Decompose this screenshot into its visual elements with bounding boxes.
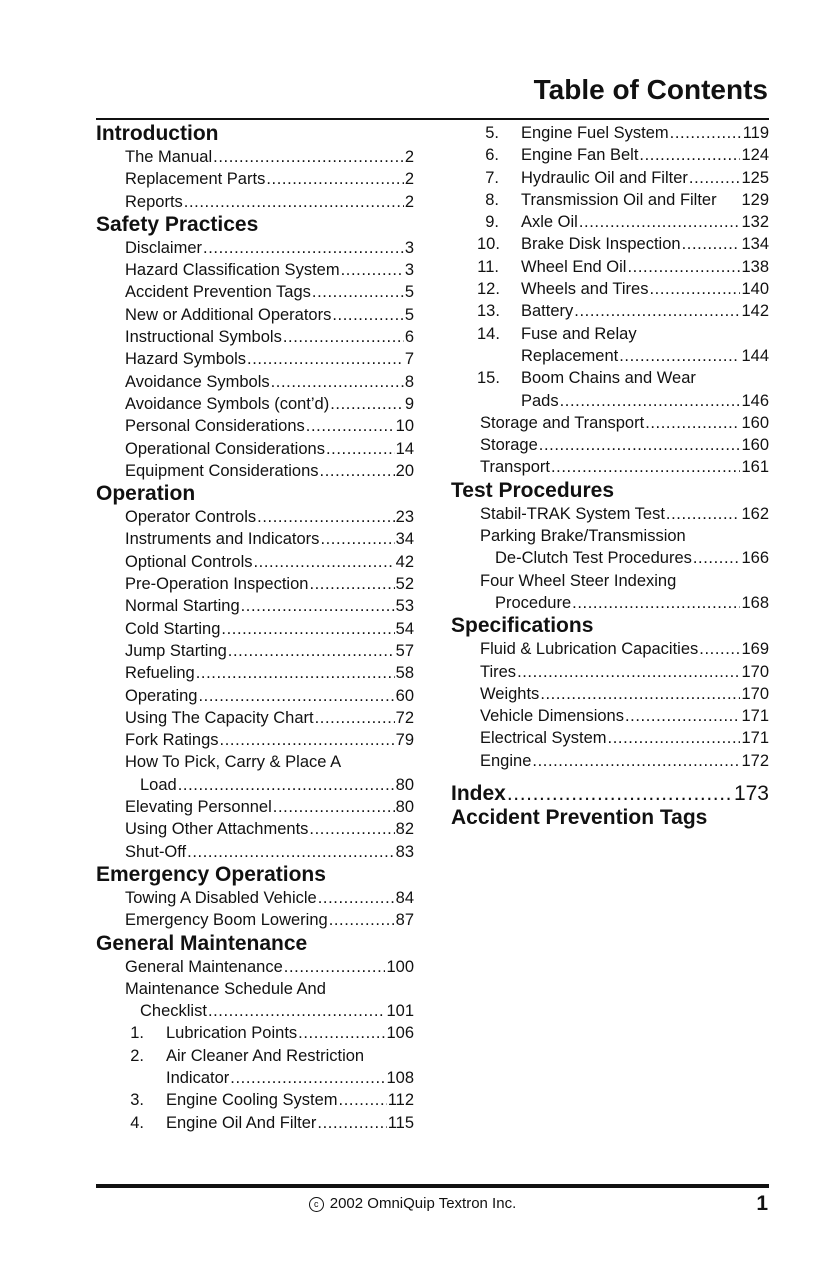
dot-leader — [540, 683, 740, 705]
toc-spacer — [451, 772, 769, 782]
toc-page-number: 171 — [741, 729, 769, 748]
toc-page-number: 5 — [404, 305, 414, 324]
dot-leader — [670, 122, 742, 144]
toc-entry[interactable] — [451, 434, 769, 456]
toc-page-number: 108 — [386, 1068, 414, 1087]
toc-page-number: 52 — [395, 575, 414, 594]
dot-leader — [689, 167, 741, 189]
toc-entry[interactable] — [96, 438, 414, 460]
dot-leader — [298, 1022, 385, 1044]
toc-page-number: 2 — [404, 148, 414, 166]
toc-entry[interactable] — [451, 122, 769, 144]
dot-leader — [330, 393, 404, 415]
toc-entry-title: Replacement — [521, 346, 619, 365]
toc-page-number: 138 — [741, 257, 769, 276]
toc-entry-title: Battery — [521, 302, 574, 321]
toc-entry-title: De-Clutch Test Procedures — [495, 549, 692, 568]
toc-entry[interactable] — [96, 1089, 414, 1111]
toc-entry[interactable] — [96, 528, 414, 550]
copyright-icon: c — [309, 1197, 324, 1212]
toc-entry-title: Engine — [480, 751, 532, 770]
toc-entry[interactable] — [451, 412, 769, 434]
toc-page-number: 169 — [741, 640, 769, 659]
toc-entry[interactable] — [96, 304, 414, 326]
toc-entry[interactable] — [96, 909, 414, 931]
toc-entry[interactable] — [96, 618, 414, 640]
toc-entry-title: Using The Capacity Chart — [125, 708, 314, 727]
toc-entry-number: 10. — [477, 235, 500, 254]
toc-entry[interactable] — [96, 506, 414, 528]
toc-entry-title: Equipment Considerations — [125, 461, 319, 480]
toc-page-number: 80 — [395, 775, 414, 794]
toc-page-number: 7 — [404, 350, 414, 369]
toc-entry[interactable] — [96, 1112, 414, 1134]
dot-leader — [539, 434, 741, 456]
toc-page-number: 160 — [741, 413, 769, 432]
toc-page-number: 9 — [404, 394, 414, 413]
toc-entry[interactable] — [96, 1022, 414, 1044]
dot-leader — [257, 506, 395, 528]
toc-section-heading[interactable]: General Maintenance — [96, 931, 308, 955]
toc-entry[interactable] — [96, 685, 414, 707]
toc-entry[interactable] — [96, 707, 414, 729]
toc-entry[interactable] — [451, 456, 769, 478]
toc-entry-number: 1. — [130, 1024, 144, 1043]
toc-entry-title: Cold Starting — [125, 619, 221, 638]
toc-entry-number: 7. — [485, 168, 499, 187]
toc-page-number: 140 — [741, 280, 769, 299]
dot-leader — [283, 326, 404, 348]
toc-entry-title: Accident Prevention Tags — [125, 283, 311, 302]
toc-page-number: 57 — [395, 641, 414, 660]
toc-entry[interactable] — [96, 415, 414, 437]
dot-leader — [579, 211, 741, 233]
dot-leader — [266, 168, 403, 190]
toc-page-number: 79 — [395, 731, 414, 750]
toc-entry-title: Checklist — [140, 1002, 207, 1021]
toc-entry[interactable] — [451, 278, 769, 300]
toc-entry[interactable] — [96, 841, 414, 863]
toc-entry-title: Operating — [125, 686, 198, 705]
toc-entry-title: Refueling — [125, 664, 195, 683]
toc-entry-number: 15. — [477, 369, 500, 388]
toc-entry[interactable] — [451, 782, 769, 806]
toc-entry-line[interactable] — [451, 525, 769, 547]
toc-entry-number: 12. — [477, 280, 500, 299]
toc-entry[interactable] — [451, 547, 769, 569]
toc-entry-title: Fuse and Relay — [521, 324, 637, 343]
toc-entry-title: Storage — [480, 436, 538, 455]
toc-entry-title: Axle Oil — [521, 213, 578, 232]
toc-page-number: 20 — [395, 461, 414, 480]
toc-entry-number: 11. — [477, 257, 499, 276]
dot-leader — [507, 782, 733, 806]
toc-page-number: 80 — [395, 798, 414, 817]
toc-section-heading[interactable]: Test Procedures — [451, 478, 615, 502]
toc-section-heading[interactable]: Specifications — [451, 614, 594, 638]
dot-leader — [517, 661, 740, 683]
toc-entry[interactable] — [96, 595, 414, 617]
toc-entry-title: Index — [451, 782, 506, 806]
toc-entry[interactable] — [96, 168, 414, 190]
footer-copyright — [0, 1195, 825, 1212]
dot-leader — [318, 887, 395, 909]
toc-entry-title: Fork Ratings — [125, 731, 219, 750]
dot-leader — [639, 144, 740, 166]
dot-leader — [551, 456, 740, 478]
page-title: Table of Contents — [533, 74, 768, 105]
toc-page-number: 3 — [404, 261, 414, 280]
toc-page-number: 161 — [741, 458, 769, 477]
toc-entry-title: Normal Starting — [125, 597, 240, 616]
toc-page-number: 100 — [386, 957, 414, 976]
toc-entry[interactable] — [96, 640, 414, 662]
toc-entry-title: Using Other Attachments — [125, 820, 309, 839]
toc-entry-line[interactable] — [451, 570, 769, 592]
toc-entry-title: Shut-Off — [125, 842, 187, 861]
dot-leader — [306, 415, 395, 437]
toc-entry-title: Hazard Classification System — [125, 261, 340, 280]
dot-leader — [241, 595, 395, 617]
toc-entry-number: 2. — [130, 1046, 144, 1065]
toc-entry-title: New or Additional Operators — [125, 305, 332, 324]
dot-leader — [228, 640, 395, 662]
dot-leader — [339, 1089, 387, 1111]
dot-leader — [645, 412, 740, 434]
toc-entry-title: Disclaimer — [125, 238, 203, 257]
dot-leader — [196, 662, 395, 684]
toc-entry[interactable] — [451, 683, 769, 705]
dot-leader — [341, 259, 404, 281]
toc-entry[interactable] — [96, 796, 414, 818]
dot-leader — [332, 304, 403, 326]
toc-page-number: 3 — [404, 238, 414, 257]
toc-entry[interactable] — [451, 256, 769, 278]
toc-entry-title: Lubrication Points — [166, 1024, 298, 1043]
toc-entry[interactable] — [96, 146, 414, 168]
toc-page-number: 124 — [741, 146, 769, 165]
dot-leader — [273, 796, 395, 818]
toc-entry[interactable] — [96, 1000, 414, 1022]
dot-leader — [666, 503, 741, 525]
toc-entry[interactable] — [96, 460, 414, 482]
toc-entry-title: How To Pick, Carry & Place A — [125, 753, 342, 772]
toc-entry[interactable] — [96, 729, 414, 751]
dot-leader — [309, 573, 394, 595]
dot-leader — [253, 551, 394, 573]
dot-leader — [271, 371, 404, 393]
toc-entry[interactable] — [451, 390, 769, 412]
toc-entry[interactable] — [96, 326, 414, 348]
toc-entry[interactable] — [451, 189, 769, 211]
dot-leader — [187, 841, 394, 863]
toc-entry-title: Hazard Symbols — [125, 350, 247, 369]
dot-leader — [284, 956, 386, 978]
toc-entry-title: Air Cleaner And Restriction — [166, 1046, 365, 1065]
dot-leader — [184, 191, 404, 213]
toc-entry[interactable] — [96, 348, 414, 370]
dot-leader — [178, 774, 395, 796]
toc-entry[interactable] — [96, 818, 414, 840]
toc-entry-number: 5. — [485, 124, 499, 142]
toc-page-number: 53 — [395, 597, 414, 616]
dot-leader — [221, 618, 394, 640]
dot-leader — [320, 528, 394, 550]
toc-entry-line[interactable] — [96, 1045, 414, 1067]
toc-page-number: 2 — [404, 192, 414, 211]
toc-page-number: 60 — [395, 686, 414, 705]
toc-page-number: 134 — [741, 235, 769, 254]
toc-page-number: 162 — [741, 504, 769, 523]
toc-entry-title: Wheel End Oil — [521, 257, 627, 276]
toc-section-heading[interactable]: Emergency Operations — [96, 862, 326, 886]
toc-page-number: 170 — [741, 662, 769, 681]
toc-entry[interactable] — [451, 705, 769, 727]
toc-entry-title: Reports — [125, 192, 183, 211]
toc-entry-title: Instruments and Indicators — [125, 530, 320, 549]
toc-entry-title: Vehicle Dimensions — [480, 707, 624, 726]
toc-page-number: 115 — [387, 1113, 414, 1132]
toc-entry[interactable] — [96, 573, 414, 595]
dot-leader — [574, 300, 740, 322]
toc-page-number: 87 — [395, 911, 414, 930]
toc-entry-title: Operational Considerations — [125, 439, 325, 458]
toc-page-number: 23 — [395, 508, 414, 527]
toc-entry-number: 8. — [485, 190, 499, 209]
dot-leader — [560, 390, 741, 412]
dot-leader — [198, 685, 394, 707]
toc-page-number: 172 — [741, 751, 769, 770]
toc-section-heading[interactable]: Safety Practices — [96, 212, 259, 236]
toc-entry-number: 6. — [485, 146, 499, 165]
toc-entry-title: Weights — [480, 684, 540, 703]
toc-page-number: 84 — [395, 888, 414, 907]
toc-entry-title: Transport — [480, 458, 550, 477]
toc-entry[interactable] — [96, 259, 414, 281]
toc-entry-title: Storage and Transport — [480, 413, 645, 432]
toc-page-number: 173 — [733, 782, 769, 806]
toc-entry-title: Boom Chains and Wear — [521, 369, 696, 388]
toc-entry-title: Procedure — [495, 593, 572, 612]
toc-entry-title: Wheels and Tires — [521, 280, 649, 299]
toc-entry-title: Pads — [521, 391, 559, 410]
toc-entry-title: Parking Brake/Transmission — [480, 527, 686, 546]
toc-entry-title: Elevating Personnel — [125, 798, 272, 817]
toc-entry[interactable] — [451, 592, 769, 614]
dot-leader — [312, 281, 404, 303]
dot-leader — [220, 729, 395, 751]
toc-entry[interactable] — [451, 727, 769, 749]
toc-entry-title: The Manual — [125, 148, 213, 166]
toc-entry-line[interactable] — [451, 367, 769, 389]
toc-entry-number: 4. — [130, 1113, 144, 1132]
dot-leader — [693, 547, 741, 569]
toc-entry[interactable] — [96, 662, 414, 684]
toc-page-number: 14 — [395, 439, 414, 458]
toc-page-number: 125 — [741, 168, 769, 187]
dot-leader — [699, 638, 740, 660]
toc-entry[interactable] — [96, 956, 414, 978]
toc-entry-title: Avoidance Symbols (cont’d) — [125, 394, 330, 413]
toc-page-number: 132 — [741, 213, 769, 232]
toc-entry-title: Load — [140, 775, 177, 794]
toc-right-column — [451, 122, 769, 830]
dot-leader — [230, 1067, 385, 1089]
toc-page-number: 6 — [404, 328, 414, 347]
dot-leader — [247, 348, 404, 370]
toc-entry-title: Brake Disk Inspection — [521, 235, 681, 254]
toc-entry-title: Towing A Disabled Vehicle — [125, 888, 317, 907]
toc-page-number: 34 — [395, 530, 414, 549]
toc-page-number: 72 — [395, 708, 414, 727]
toc-entry-title: Engine Fuel System — [521, 124, 669, 142]
header-rule — [96, 118, 769, 120]
toc-entry[interactable] — [451, 167, 769, 189]
toc-entry[interactable] — [96, 887, 414, 909]
toc-page-number: 129 — [741, 190, 769, 209]
copyright-text: 2002 OmniQuip Textron Inc. — [329, 1195, 517, 1212]
toc-entry[interactable] — [451, 144, 769, 166]
toc-page-number: 146 — [741, 391, 769, 410]
toc-page-number: 8 — [404, 372, 414, 391]
toc-entry-title: Hydraulic Oil and Filter — [521, 168, 688, 187]
toc-entry-title: Operator Controls — [125, 508, 257, 527]
toc-entry-title: Tires — [480, 662, 517, 681]
toc-page-number: 170 — [741, 684, 769, 703]
toc-entry[interactable] — [96, 237, 414, 259]
toc-entry-title: Maintenance Schedule And — [125, 979, 326, 998]
toc-entry-title: Emergency Boom Lowering — [125, 911, 328, 930]
toc-entry-title: Electrical System — [480, 729, 607, 748]
toc-page-number: 42 — [395, 552, 414, 571]
toc-page-number: 5 — [404, 283, 414, 302]
dot-leader — [320, 460, 395, 482]
toc-page-number: 160 — [741, 436, 769, 455]
toc-entry-line[interactable] — [96, 978, 414, 1000]
dot-leader — [309, 818, 394, 840]
dot-leader — [213, 146, 404, 168]
toc-page-number: 112 — [387, 1091, 414, 1110]
toc-entry[interactable] — [96, 191, 414, 213]
toc-entry-title: Indicator — [166, 1068, 230, 1087]
dot-leader — [203, 237, 404, 259]
toc-entry-title: Instructional Symbols — [125, 328, 282, 347]
toc-entry[interactable] — [451, 233, 769, 255]
toc-entry[interactable] — [96, 774, 414, 796]
toc-entry-number: 14. — [477, 324, 500, 343]
toc-entry[interactable] — [451, 345, 769, 367]
toc-page-number: 101 — [386, 1002, 414, 1021]
toc-page-number: 171 — [741, 707, 769, 726]
toc-entry-title: Personal Considerations — [125, 417, 305, 436]
toc-entry-number: 9. — [485, 213, 499, 232]
toc-page-number: 144 — [741, 346, 769, 365]
toc-entry-title: Engine Cooling System — [166, 1091, 338, 1110]
toc-page-number: 142 — [741, 302, 769, 321]
toc-page-number: 54 — [395, 619, 414, 638]
dot-leader — [625, 705, 740, 727]
toc-entry[interactable] — [451, 300, 769, 322]
dot-leader — [315, 707, 395, 729]
dot-leader — [532, 750, 740, 772]
toc-entry-title: Pre-Operation Inspection — [125, 575, 309, 594]
toc-page-number: 119 — [742, 124, 769, 142]
toc-page-number: 106 — [386, 1024, 414, 1043]
toc-entry[interactable] — [451, 750, 769, 772]
toc-section-heading[interactable]: Introduction — [96, 122, 219, 145]
toc-page-number: 168 — [741, 593, 769, 612]
toc-entry-title: General Maintenance — [125, 957, 283, 976]
footer-rule — [96, 1184, 769, 1188]
toc-entry[interactable] — [96, 1067, 414, 1089]
toc-entry[interactable] — [96, 393, 414, 415]
dot-leader — [649, 278, 740, 300]
toc-entry[interactable] — [96, 551, 414, 573]
toc-page-number: 58 — [395, 664, 414, 683]
toc-page-number: 10 — [395, 417, 414, 436]
toc-entry[interactable] — [96, 371, 414, 393]
toc-entry-title: Fluid & Lubrication Capacities — [480, 640, 699, 659]
dot-leader — [317, 1112, 386, 1134]
dot-leader — [329, 909, 395, 931]
page-number: 1 — [756, 1192, 768, 1215]
toc-left-column — [96, 122, 414, 1134]
toc-entry[interactable] — [451, 661, 769, 683]
toc-entry[interactable] — [451, 211, 769, 233]
dot-leader — [608, 727, 741, 749]
dot-leader — [572, 592, 740, 614]
toc-entry-line[interactable] — [96, 751, 414, 773]
toc-entry-title: Transmission Oil and Filter — [521, 190, 717, 209]
toc-entry-number: 3. — [130, 1091, 144, 1110]
dot-leader — [326, 438, 395, 460]
toc-page-number: 166 — [741, 549, 769, 568]
toc-page-number: 83 — [395, 842, 414, 861]
toc-page-number: 82 — [395, 820, 414, 839]
toc-entry-title: Engine Oil And Filter — [166, 1113, 317, 1132]
toc-entry-title: Four Wheel Steer Indexing — [480, 571, 677, 590]
toc-section-heading[interactable]: Accident Prevention Tags — [451, 806, 708, 830]
dot-leader — [682, 233, 741, 255]
toc-page-number: 2 — [404, 170, 414, 189]
dot-leader — [208, 1000, 386, 1022]
toc-entry-number: 13. — [477, 302, 500, 321]
toc-entry-line[interactable] — [451, 323, 769, 345]
toc-entry-title: Stabil-TRAK System Test — [480, 504, 665, 523]
toc-entry-title: Jump Starting — [125, 641, 227, 660]
toc-entry[interactable] — [96, 281, 414, 303]
toc-section-heading[interactable]: Operation — [96, 482, 196, 506]
toc-entry[interactable] — [451, 503, 769, 525]
toc-entry[interactable] — [451, 638, 769, 660]
toc-entry-title: Optional Controls — [125, 552, 253, 571]
dot-leader — [619, 345, 740, 367]
dot-leader — [627, 256, 740, 278]
toc-entry-title: Engine Fan Belt — [521, 146, 639, 165]
toc-entry-title: Replacement Parts — [125, 170, 266, 189]
toc-entry-title: Avoidance Symbols — [125, 372, 270, 391]
